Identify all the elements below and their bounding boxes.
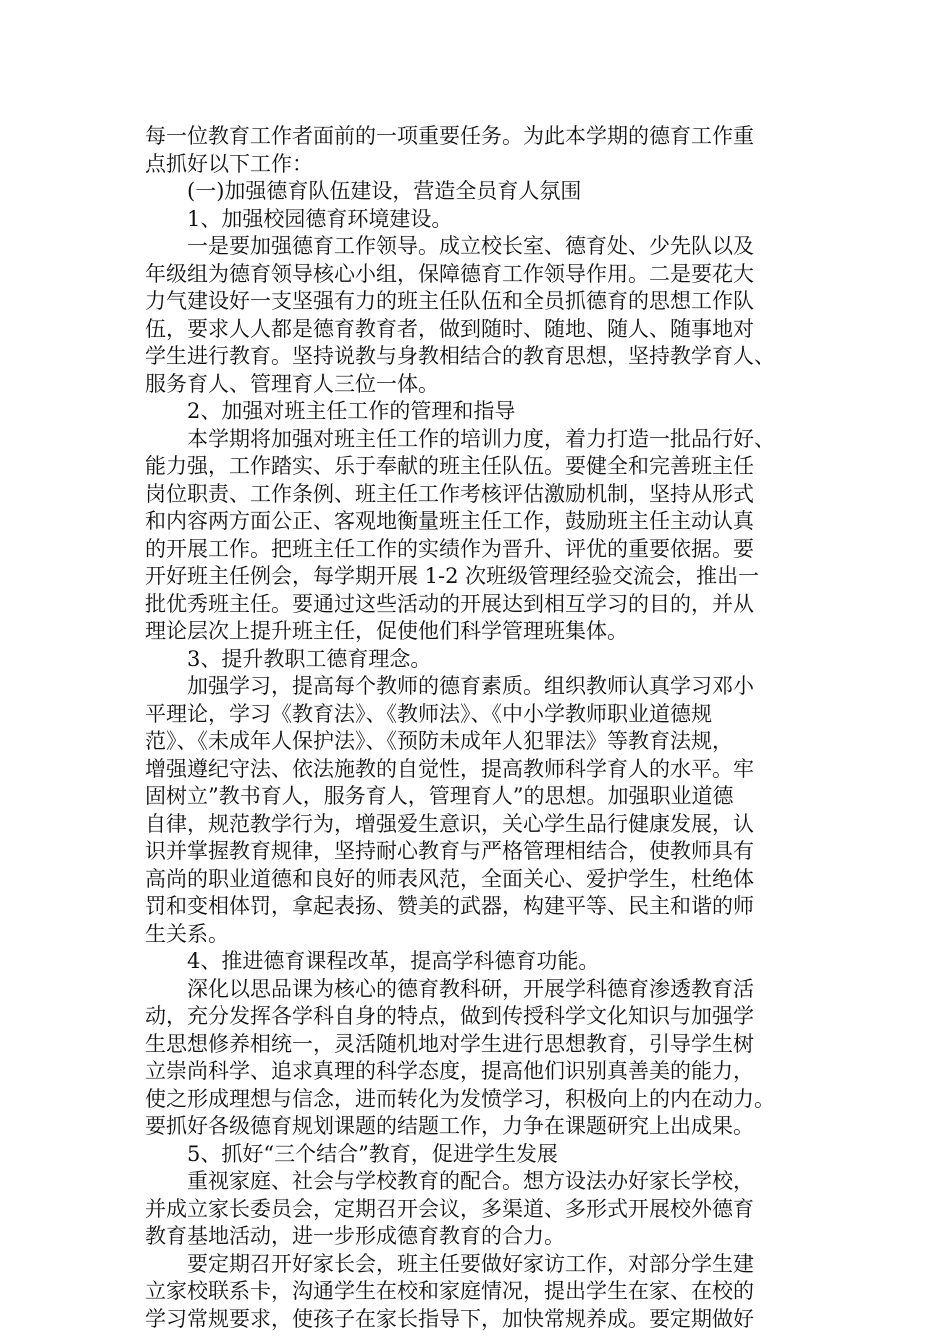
text-line: 范》、《未成年人保护法》、《预防未成年人犯罪法》等教育法规， [145,729,733,753]
text-line: 伍，要求人人都是德育教育者，做到随时、随地、随人、随事地对 [145,316,754,341]
text-line: 年级组为德育领导核心小组，保障德育工作领导作用。二是要花大 [145,261,754,286]
text-line: 学生进行教育。坚持说教与身教相结合的教育思想，坚持教学育人、 [145,344,775,368]
text-line: 立家校联系卡，沟通学生在校和家庭情况，提出学生在家、在校的 [145,1279,754,1303]
text-line: 罚和变相体罚，拿起表扬、赞美的武器，构建平等、民主和谐的师 [145,894,754,918]
text-line: 点抓好以下工作： [145,151,313,176]
text-line: 使之形成理想与信念，进而转化为发愤学习，积极向上的内在动力。 [145,1086,775,1111]
text-line: 立崇尚科学、追求真理的科学态度，提高他们识别真善美的能力， [145,1059,754,1083]
text-line: 要定期召开好家长会，班主任要做好家访工作，对部分学生建 [145,1251,754,1276]
text-line: 力气建设好一支坚强有力的班主任队伍和全员抓德育的思想工作队 [145,289,754,313]
text-line: 重视家庭、社会与学校教育的配合。想方设法办好家长学校， [145,1169,754,1193]
text-line: 1、加强校园德育环境建设。 [145,206,453,231]
text-line: 生思想修养相统一，灵活随机地对学生进行思想教育，引导学生树 [145,1031,754,1056]
text-line: 动，充分发挥各学科自身的特点，做到传授科学文化知识与加强学 [145,1004,754,1028]
text-line: 要抓好各级德育规划课题的结题工作，力争在课题研究上出成果。 [145,1114,754,1138]
text-line: 能力强，工作踏实、乐于奉献的班主任队伍。要健全和完善班主任 [145,454,754,478]
text-line: 识并掌握教育规律，坚持耐心教育与严格管理相结合，使教师具有 [145,839,754,863]
text-line: 平理论，学习《教育法》、《教师法》、《中小学教师职业道德规 [145,701,712,726]
text-line: 加强学习，提高每个教师的德育素质。组织教师认真学习邓小 [145,674,754,698]
text-line: 岗位职责、工作条例、班主任工作考核评估激励机制，坚持从形式 [145,481,754,506]
text-line: 一是要加强德育工作领导。成立校长室、德育处、少先队以及 [145,234,754,258]
text-line: 2、加强对班主任工作的管理和指导 [145,399,516,423]
text-line: 学习常规要求，使孩子在家长指导下，加快常规养成。要定期做好 [145,1306,754,1331]
text-line: 服务育人、管理育人三位一体。 [145,371,439,396]
text-line: 教育基地活动，进一步形成德育教育的合力。 [145,1224,565,1248]
text-line: 开好班主任例会，每学期开展 1-2 次班级管理经验交流会，推出一 [145,564,760,588]
text-line: 5、抓好“三个结合”教育，促进学生发展 [145,1141,558,1166]
text-line: 增强遵纪守法、依法施教的自觉性，提高教师科学育人的水平。牢 [145,756,754,781]
text-line: 批优秀班主任。要通过这些活动的开展达到相互学习的目的，并从 [145,591,754,616]
text-line: 3、提升教职工德育理念。 [145,646,432,671]
text-line: 深化以思品课为核心的德育教科研，开展学科德育渗透教育活 [145,976,754,1001]
text-line: (一)加强德育队伍建设，营造全员育人氛围 [145,179,582,203]
text-line: 高尚的职业道德和良好的师表风范，全面关心、爱护学生，杜绝体 [145,866,754,891]
text-line: 并成立家长委员会，定期召开会议，多渠道、多形式开展校外德育 [145,1196,754,1221]
text-line: 本学期将加强对班主任工作的培训力度，着力打造一批品行好、 [145,426,775,451]
text-line: 自律，规范教学行为，增强爱生意识，关心学生品行健康发展，认 [145,811,754,836]
text-line: 和内容两方面公正、客观地衡量班主任工作，鼓励班主任主动认真 [145,509,754,533]
document-body [145,123,817,1333]
text-line: 的开展工作。把班主任工作的实绩作为晋升、评优的重要依据。要 [145,536,754,561]
text-line: 生关系。 [145,921,229,946]
text-line: 固树立”教书育人，服务育人，管理育人”的思想。加强职业道德 [145,784,734,808]
text-line: 理论层次上提升班主任，促使他们科学管理班集体。 [145,619,628,643]
text-line: 4、推进德育课程改革，提高学科德育功能。 [145,949,600,973]
text-line: 每一位教育工作者面前的一项重要任务。为此本学期的德育工作重 [145,124,754,148]
